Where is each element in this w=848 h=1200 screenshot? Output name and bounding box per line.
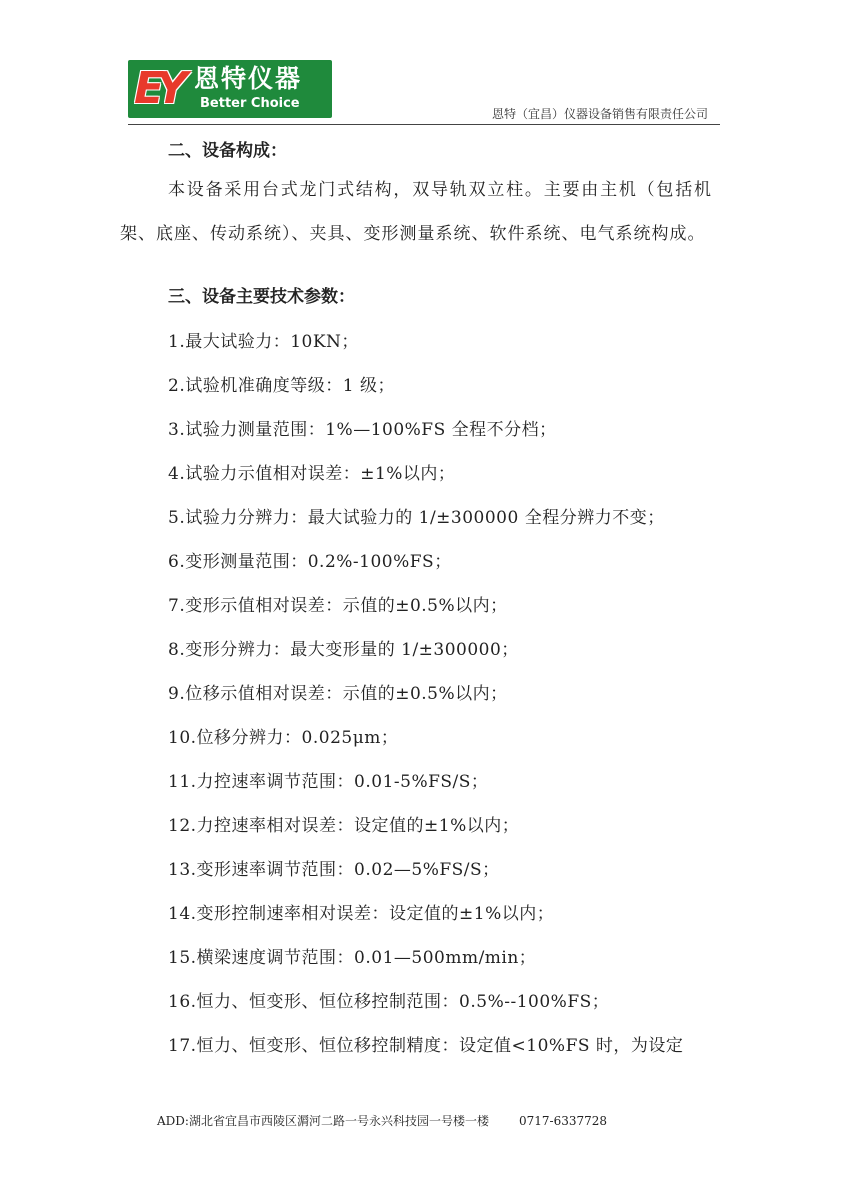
header-divider [128,124,720,125]
list-item: 8.变形分辨力：最大变形量的 1/±300000； [168,640,519,660]
list-item: 1.最大试验力：10KN； [168,332,359,352]
list-item: 3.试验力测量范围：1%—100%FS 全程不分档； [168,420,557,440]
logo-chinese-name: 恩特仪器 [194,64,303,93]
footer-address: ADD:湖北省宜昌市西陵区漘河二路一号永兴科技园一号楼一楼 [157,1114,489,1128]
list-item: 10.位移分辨力：0.025μm； [168,728,399,748]
list-item: 15.横梁速度调节范围：0.01—500mm/min； [168,948,537,968]
logo-english-slogan: Better Choice [200,96,300,111]
parameter-list [168,320,728,1068]
list-item: 2.试验机准确度等级：1 级； [168,376,395,396]
list-item: 11.力控速率调节范围：0.01-5%FS/S； [168,772,489,792]
section-heading-composition: 二、设备构成： [168,141,287,161]
company-logo [128,60,332,118]
list-item: 14.变形控制速率相对误差：设定值的±1%以内； [168,904,555,924]
list-item: 6.变形测量范围：0.2%-100%FS； [168,552,452,572]
list-item: 7.变形示值相对误差：示值的±0.5%以内； [168,596,508,616]
page-footer [157,1113,607,1129]
company-name: 恩特（宜昌）仪器设备销售有限责任公司 [491,107,708,121]
composition-paragraph: 本设备采用台式龙门式结构，双导轨双立柱。主要由主机（包括机架、底座、传动系统）、夹具、变形测量系统、软件系统、电气系统构成。 [120,180,712,244]
list-item: 9.位移示值相对误差：示值的±0.5%以内； [168,684,508,704]
list-item: 13.变形速率调节范围：0.02—5%FS/S； [168,860,500,880]
document-body [120,130,728,1068]
logo-mark: EY [134,63,180,114]
list-item: 5.试验力分辨力：最大试验力的 1/±300000 全程分辨力不变； [168,508,665,528]
section-heading-parameters: 三、设备主要技术参数： [168,287,355,307]
list-item: 4.试验力示值相对误差：±1%以内； [168,464,456,484]
list-item: 17.恒力、恒变形、恒位移控制精度：设定值<10%FS 时，为设定 [168,1036,684,1056]
footer-phone: 0717-6337728 [518,1114,608,1128]
list-item: 16.恒力、恒变形、恒位移控制范围：0.5%--100%FS； [168,992,610,1012]
list-item: 12.力控速率相对误差：设定值的±1%以内； [168,816,520,836]
